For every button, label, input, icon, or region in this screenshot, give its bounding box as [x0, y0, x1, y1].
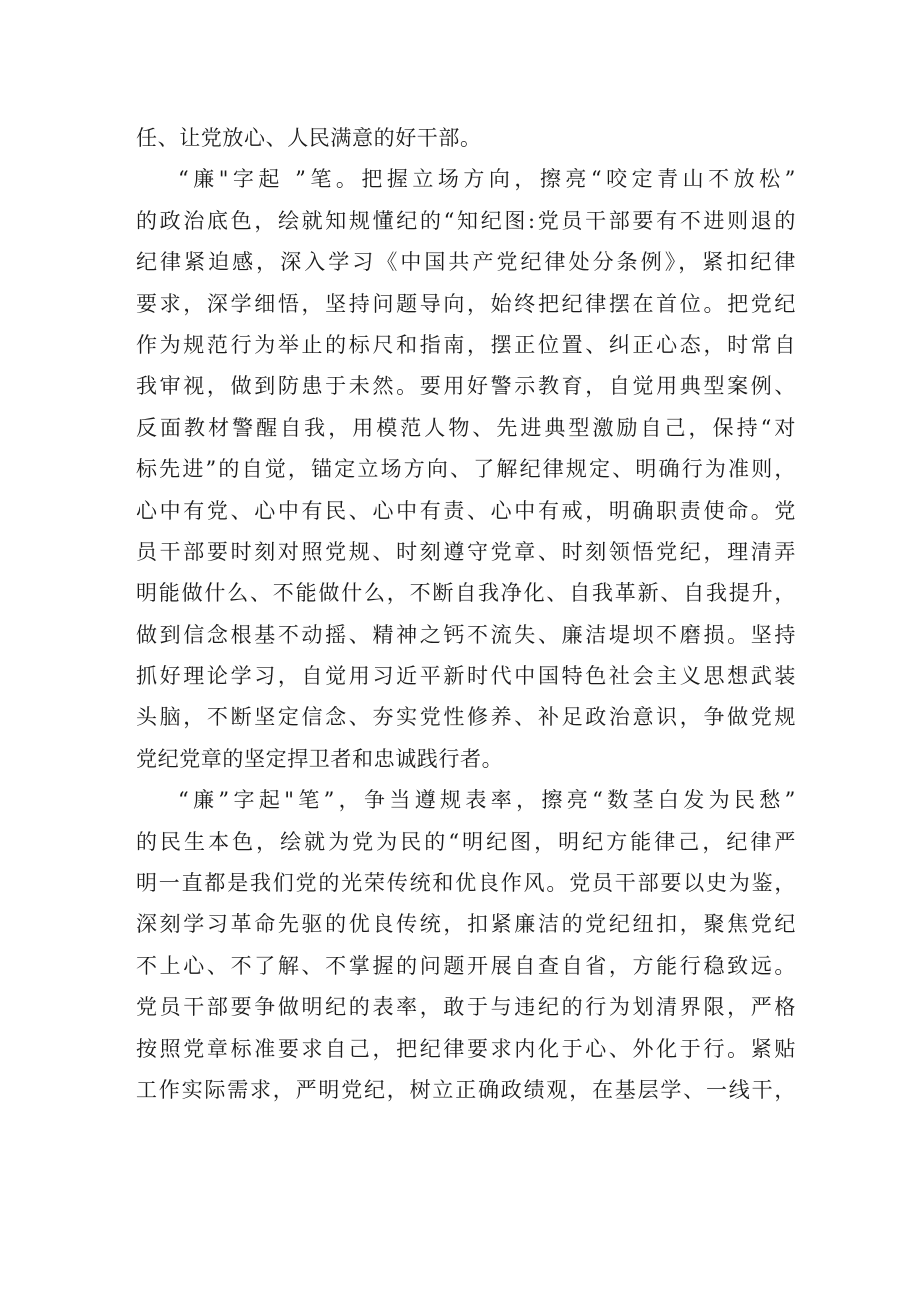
text-line: 做到信念根基不动摇、精神之钙不流失、廉洁堤坝不磨损。坚持 — [136, 622, 796, 647]
text-line: 的政治底色，绘就知规懂纪的“知纪图:党员干部要有不进则退的 — [136, 208, 796, 233]
paragraph-start-line: “廉”字起"笔”，争当遵规表率，擦亮“数茎白发为民愁” — [178, 788, 796, 813]
text-line: 的民生本色，绘就为党为民的“明纪图，明纪方能律己，纪律严 — [136, 829, 796, 854]
text-line: 党纪党章的坚定捍卫者和忠诚践行者。 — [136, 746, 504, 771]
text-line: 工作实际需求，严明党纪，树立正确政绩观，在基层学、一线干， — [136, 1077, 796, 1102]
text-line: 心中有党、心中有民、心中有责、心中有戒，明确职责使命。党 — [136, 498, 796, 523]
text-line: 明一直都是我们党的光荣传统和优良作风。党员干部要以史为鉴， — [136, 871, 796, 896]
text-line: 我审视，做到防患于未然。要用好警示教育，自觉用典型案例、 — [136, 374, 796, 399]
body-text — [136, 118, 796, 1111]
text-line: 纪律紧迫感，深入学习《中国共产党纪律处分条例》，紧扣纪律 — [136, 250, 796, 275]
paragraph-start-line: “廉"字起 ”笔。把握立场方向，擦亮“咬定青山不放松” — [178, 167, 796, 192]
text-line: 党员干部要争做明纪的表率，敢于与违纪的行为划清界限，严格 — [136, 995, 796, 1020]
text-line: 不上心、不了解、不掌握的问题开展自查自省，方能行稳致远。 — [136, 953, 796, 978]
text-line: 要求，深学细悟，坚持问题导向，始终把纪律摆在首位。把党纪 — [136, 291, 796, 316]
text-line: 明能做什么、不能做什么，不断自我净化、自我革新、自我提升， — [136, 581, 796, 606]
text-line: 作为规范行为举止的标尺和指南，摆正位置、纠正心态，时常自 — [136, 332, 796, 357]
text-line: 员干部要时刻对照党规、时刻遵守党章、时刻领悟党纪，理清弄 — [136, 539, 796, 564]
text-line: 抓好理论学习，自觉用习近平新时代中国特色社会主义思想武装 — [136, 664, 796, 689]
text-line: 标先进”的自觉，锚定立场方向、了解纪律规定、明确行为准则， — [136, 457, 796, 482]
text-line: 深刻学习革命先驱的优良传统，扣紧廉洁的党纪纽扣，聚焦党纪 — [136, 912, 796, 937]
text-line: 反面教材警醒自我，用模范人物、先进典型激励自己，保持“对 — [136, 415, 796, 440]
text-line: 按照党章标准要求自己，把纪律要求内化于心、外化于行。紧贴 — [136, 1036, 796, 1061]
text-line: 头脑，不断坚定信念、夯实党性修养、补足政治意识，争做党规 — [136, 705, 796, 730]
text-line: 任、让党放心、人民满意的好干部。 — [136, 126, 482, 150]
